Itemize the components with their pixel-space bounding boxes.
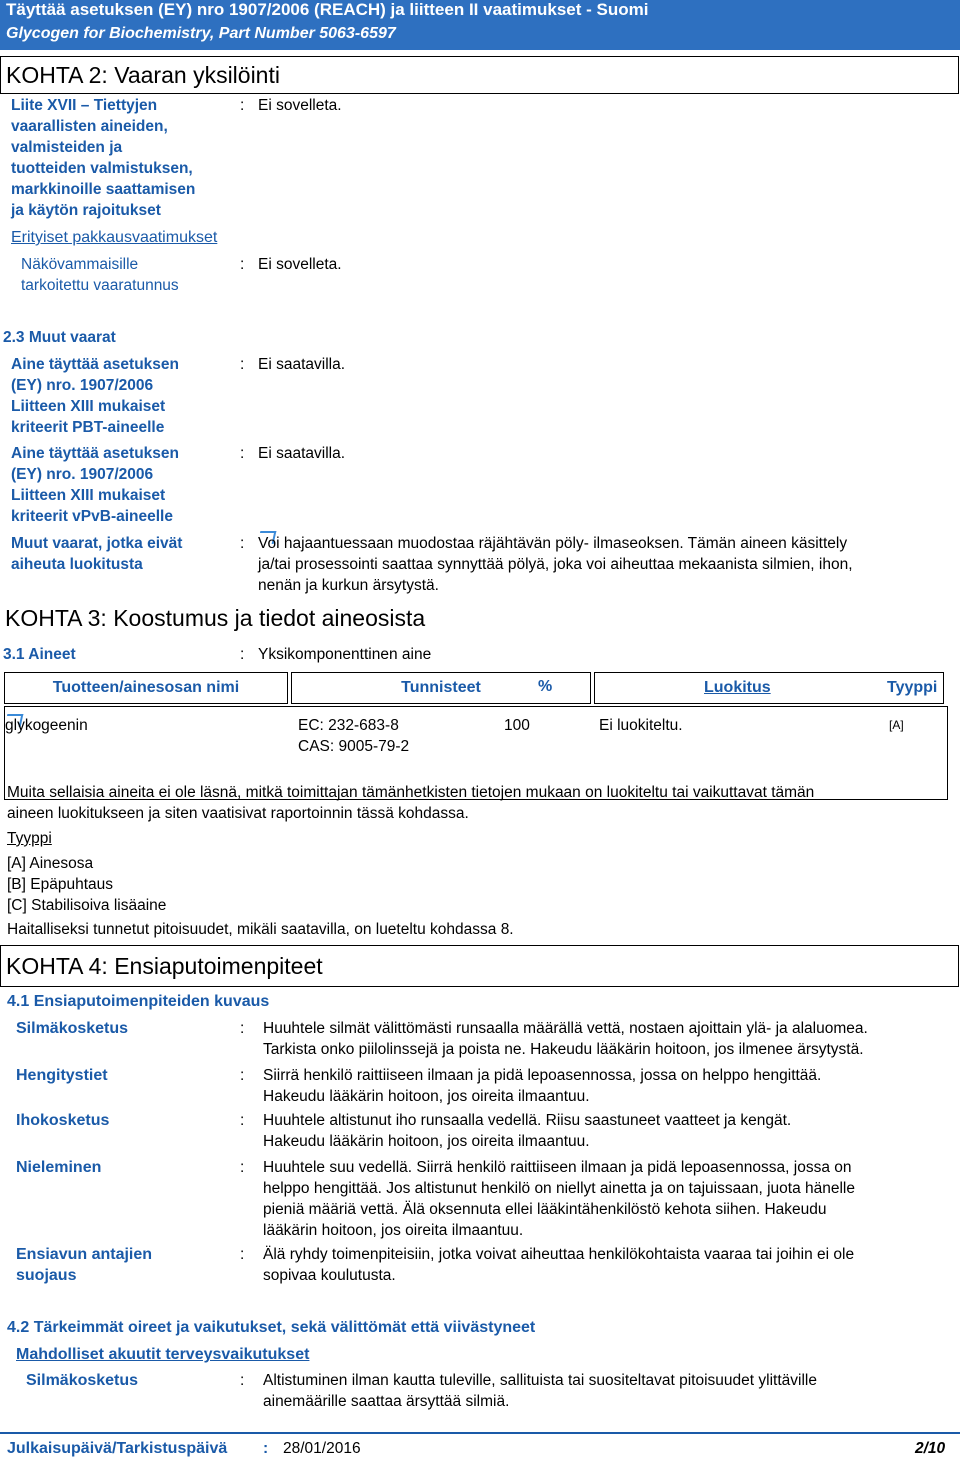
table-header-classification-cell — [594, 672, 944, 704]
footer-date: 28/01/2016 — [283, 1440, 361, 1457]
type-legend-heading: Tyyppi — [7, 830, 52, 847]
type-legend: [A] Ainesosa [B] Epäpuhtaus [C] Stabilisoiva lisäaine — [7, 855, 167, 914]
colon: : — [240, 1112, 245, 1129]
row-identifiers: EC: 232-683-8 CAS: 9005-79-2 — [298, 717, 410, 755]
substances-value: Yksikomponenttinen aine — [258, 646, 432, 663]
inhalation-label: Hengitystiet — [16, 1067, 108, 1084]
row-percent: 100 — [504, 717, 530, 734]
tactile-warning-value: Ei sovelleta. — [258, 256, 342, 273]
exposure-limits-note: Haitalliseksi tunnetut pitoisuudet, mikäli saatavilla, on lueteltu kohdassa 8. — [7, 921, 514, 938]
colon: : — [240, 97, 245, 114]
table-header-classification: Luokitus — [704, 679, 771, 696]
colon: : — [240, 1159, 245, 1176]
other-substances-note: Muita sellaisia aineita ei ole läsnä, mitkä toimittajan tämänhetkisten tietojen mukaan on luokiteltu tai vaikuttavat tämän aineen luokitukseen ja siten vaatisivat raportoinnin tässä kohdassa. — [7, 784, 815, 822]
acute-eye-contact-value: Altistuminen ilman kautta tuleville, sallituista tai suositeltavat pitoisuudet ylittäville ainemäärille saattaa ärsyttää silmiä. — [263, 1372, 817, 1410]
ingestion-label: Nieleminen — [16, 1159, 102, 1176]
row-classification: Ei luokiteltu. — [599, 717, 683, 734]
other-hazards-heading: 2.3 Muut vaarat — [3, 329, 116, 346]
product-subtitle: Glycogen for Biochemistry, Part Number 5063-6597 — [6, 25, 396, 42]
pbt-value: Ei saatavilla. — [258, 356, 346, 373]
first-aider-protection-label: Ensiavun antajien suojaus — [16, 1246, 153, 1284]
section4-title-box — [0, 945, 959, 987]
colon: : — [240, 1067, 245, 1084]
colon: : — [240, 1246, 245, 1263]
table-header-percent: % — [538, 678, 553, 695]
colon: : — [240, 1372, 245, 1389]
ingestion-value: Huuhtele suu vedellä. Siirrä henkilö raittiiseen ilmaan ja pidä lepoasennossa, jossa on helppo hengittää. Jos altistunut henkilö on niellyt ainetta ja on tajuissaan, juota hänelle pieniä määriä vettä. Älä oksennuta ellei lääkintähenkilöstö kehota siihen. Hakeudu lääkärin hoitoon, jos oireita ilmaantuu. — [263, 1159, 855, 1239]
first-aid-description-heading: 4.1 Ensiaputoimenpiteiden kuvaus — [7, 993, 270, 1010]
colon: : — [240, 356, 245, 373]
acute-effects-heading: Mahdolliset akuutit terveysvaikutukset — [16, 1346, 310, 1363]
section2-title-box — [0, 56, 959, 94]
section3-title-box — [0, 600, 957, 636]
substances-label: 3.1 Aineet — [3, 646, 76, 663]
page-number: 2/10 — [915, 1440, 946, 1457]
pbt-label: Aine täyttää asetuksen (EY) nro. 1907/2006 Liitteen XIII mukaiset kriteerit PBT-aineelle — [11, 356, 179, 436]
skin-contact-label: Ihokosketus — [16, 1112, 110, 1129]
row-type: [A] — [889, 718, 904, 732]
symptoms-heading: 4.2 Tärkeimmät oireet ja vaikutukset, sekä välittömät että viivästyneet — [7, 1319, 536, 1336]
footer-date-label: Julkaisupäivä/Tarkistuspäivä — [7, 1440, 228, 1457]
skin-contact-value: Huuhtele altistunut iho runsaalla vedellä. Riisu saastuneet vaatteet ja kengät. Hakeudu lääkärin hoitoon, jos oireita ilmaantuu. — [263, 1112, 792, 1150]
first-aider-protection-value: Älä ryhdy toimenpiteisiin, jotka voivat aiheuttaa henkilökohtaista vaaraa tai joihin ei ole sopivaa koulutusta. — [263, 1246, 855, 1284]
table-header-identifiers: Tunnisteet — [401, 679, 481, 696]
colon: : — [240, 445, 245, 462]
table-header-name-cell — [4, 672, 288, 704]
table-header-name: Tuotteen/ainesosan nimi — [52, 679, 240, 696]
footer-colon: : — [263, 1440, 269, 1457]
annex-xvii-label: Liite XVII – Tiettyjen vaarallisten aineiden, valmisteiden ja tuotteiden valmistuksen, markkinoille saattamisen ja käytön rajoitukset — [11, 97, 196, 219]
colon: : — [240, 646, 245, 663]
inhalation-value: Siirrä henkilö raittiiseen ilmaan ja pidä lepoasennossa, jossa on helppo hengittää. Hakeudu lääkärin hoitoon, jos oireita ilmaantuu. — [263, 1067, 822, 1105]
vpvb-label: Aine täyttää asetuksen (EY) nro. 1907/2006 Liitteen XIII mukaiset kriteerit vPvB-aineelle — [11, 445, 179, 525]
eye-contact-value: Huuhtele silmät välittömästi runsaalla määrällä vettä, nostaen ajoittain ylä- ja alaluomea. Tarkista onko piilolinssejä ja poista ne. Hakeudu lääkärin hoitoon, jos ilmenee ärsytystä. — [263, 1020, 868, 1058]
section3-title: KOHTA 3: Koostumus ja tiedot aineosista — [5, 605, 426, 631]
colon: : — [240, 1020, 245, 1037]
colon: : — [240, 256, 245, 273]
acute-eye-contact-label: Silmäkosketus — [26, 1372, 139, 1389]
other-hazards-label: Muut vaarat, jotka eivät aiheuta luokitusta — [11, 535, 183, 573]
packaging-heading: Erityiset pakkausvaatimukset — [11, 229, 218, 246]
colon: : — [240, 535, 245, 552]
annex-xvii-value: Ei sovelleta. — [258, 97, 342, 114]
other-hazards-value: Voi hajaantuessaan muodostaa räjähtävän pöly- ilmaseoksen. Tämän aineen käsittely ja/tai prosessointi saattaa synnyttää pölyä, joka voi aiheuttaa mekaanista silmien, ihon, nenän ja kurkun ärsytystä. — [258, 535, 853, 594]
row-name: glykogeenin — [5, 717, 88, 734]
tactile-warning-label: Näkövammaisille tarkoitettu vaaratunnus — [21, 256, 179, 294]
section4-title: KOHTA 4: Ensiaputoimenpiteet — [6, 953, 323, 979]
table-header-type: Tyyppi — [887, 679, 938, 696]
footer-divider — [0, 1432, 960, 1434]
document-title: Täyttää asetuksen (EY) nro 1907/2006 (REACH) ja liitteen II vaatimukset - Suomi — [6, 0, 649, 19]
eye-contact-label: Silmäkosketus — [16, 1020, 129, 1037]
vpvb-value: Ei saatavilla. — [258, 445, 346, 462]
section2-title: KOHTA 2: Vaaran yksilöinti — [6, 62, 280, 88]
